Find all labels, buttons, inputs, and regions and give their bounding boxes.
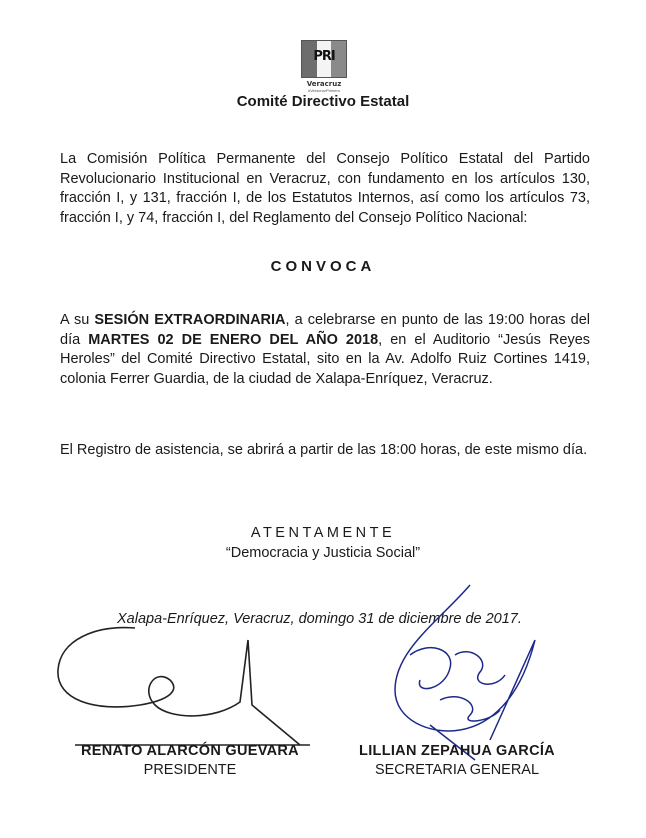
logo-state: Veracruz xyxy=(306,80,342,88)
intro-paragraph: La Comisión Política Permanente del Consejo Político Estatal del Partido Revolucionario Institucional en Veracruz, con fundamento en los artículos 130, fracción I, y 131, fracción I, de los Estatutos Internos, así como los artículos 73, fracción I, y 74, fracción I, del Reglamento del Consejo Político Nacional: xyxy=(60,151,590,226)
session-date: MARTES 02 DE ENERO DEL AÑO 2018 xyxy=(88,331,379,348)
left-signature xyxy=(58,628,310,745)
signer-secretary xyxy=(342,742,572,780)
closing-motto: “Democracia y Justicia Social” xyxy=(225,545,421,561)
session-pre: A su xyxy=(60,312,95,328)
signer-president xyxy=(70,742,310,780)
logo-tagline: #VeracruzPrimero xyxy=(307,88,340,93)
registration-paragraph: El Registro de asistencia, se abrirá a partir de las 18:00 horas, de este mismo día. xyxy=(60,442,588,458)
session-type: SESIÓN EXTRAORDINARIA xyxy=(94,312,286,328)
session-mid: , a celebrarse en punto de las 19:00 horas del día xyxy=(60,312,590,348)
signer-title: PRESIDENTE xyxy=(143,762,237,778)
convoca-heading: CONVOCA xyxy=(270,258,376,275)
signer-name: LILLIAN ZEPAHUA GARCÍA xyxy=(359,743,555,759)
signer-name: RENATO ALARCÓN GUEVARA xyxy=(81,743,299,759)
committee-heading: Comité Directivo Estatal xyxy=(236,93,410,110)
session-paragraph xyxy=(60,311,590,389)
closing-block xyxy=(0,523,646,563)
party-logo xyxy=(300,40,348,93)
closing-regards: ATENTAMENTE xyxy=(250,525,396,541)
session-post: , en el Auditorio “Jesús Reyes Heroles” del Comité Directivo Estatal, sito en la Av. Adolfo Ruiz Cortines 1419, colonia Ferrer Guardia, de la ciudad de Xalapa-Enríquez, Veracruz. xyxy=(60,331,591,387)
signer-title: SECRETARIA GENERAL xyxy=(374,762,540,778)
place-date: Xalapa-Enríquez, Veracruz, domingo 31 de diciembre de 2017. xyxy=(117,611,522,627)
logo-letters: PRI xyxy=(313,49,335,64)
